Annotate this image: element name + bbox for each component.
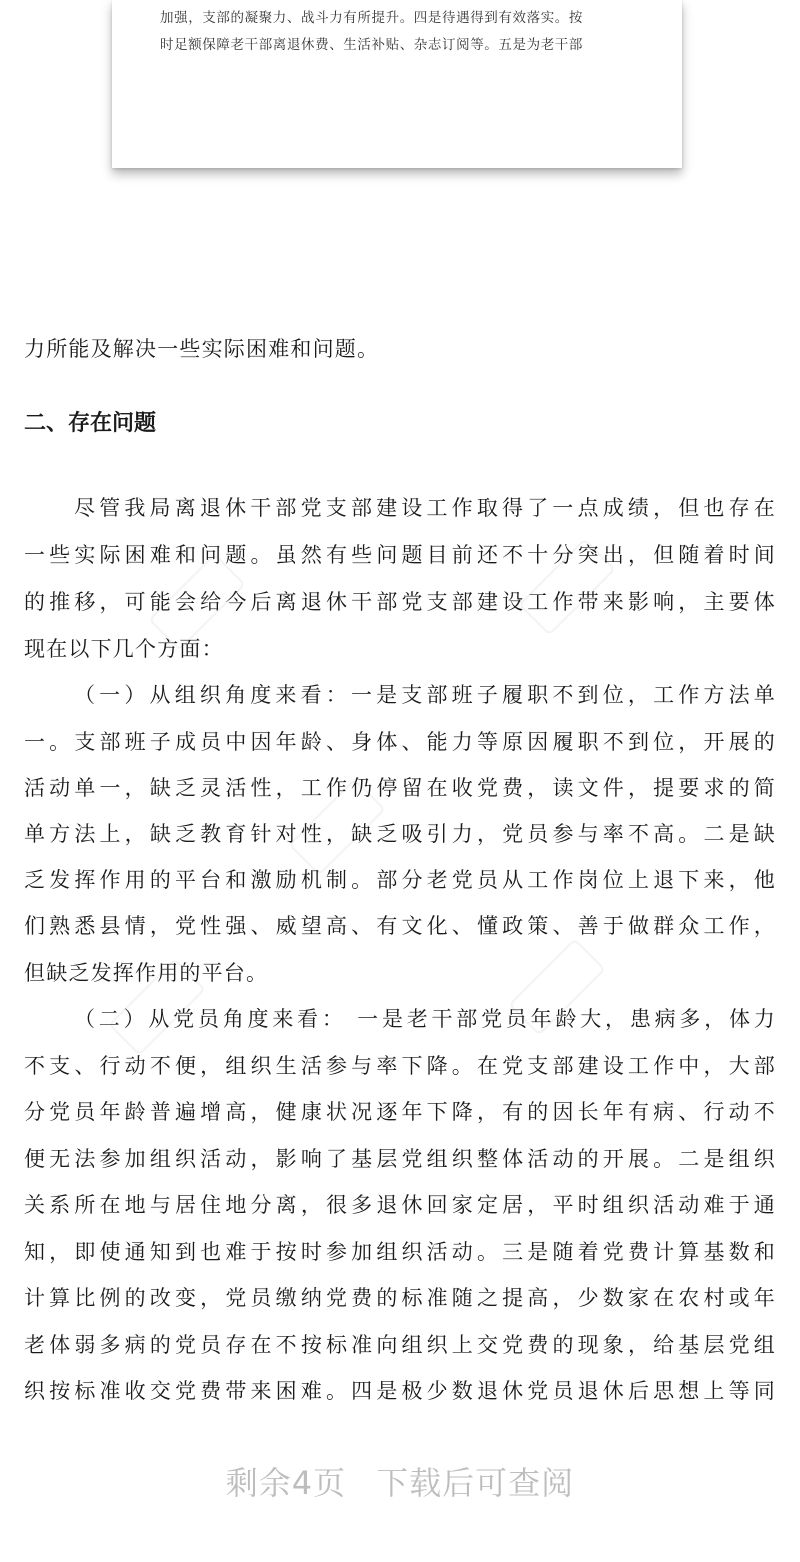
body-text-line: 不支、行动不便，组织生活参与率下降。在党支部建设工作中，大部: [24, 1054, 776, 1078]
body-text-line: 分党员年龄普遍增高，健康状况逐年下降，有的因长年有病、行动不: [24, 1100, 776, 1124]
body-text-line: 一。支部班子成员中因年龄、身体、能力等原因履职不到位，开展的: [24, 730, 776, 754]
body-text-line: （二）从党员角度来看： 一是老干部党员年龄大，患病多，体力: [74, 1007, 776, 1031]
body-text-line: 但缺乏发挥作用的平台。: [24, 961, 269, 985]
body-text-line: （一）从组织角度来看：一是支部班子履职不到位，工作方法单: [74, 683, 776, 707]
section-heading: 二、存在问题: [24, 411, 157, 436]
body-text-line: 织按标准收交党费带来困难。四是极少数退休党员退休后思想上等同: [24, 1379, 776, 1403]
download-prompt[interactable]: [0, 1458, 800, 1504]
body-text-line: 一些实际困难和问题。虽然有些问题目前还不十分突出，但随着时间: [24, 543, 776, 567]
body-text-line: 们熟悉县情，党性强、威望高、有文化、懂政策、善于做群众工作，: [24, 914, 776, 938]
body-text-line: 的推移，可能会给今后离退休干部党支部建设工作带来影响，主要体: [24, 590, 776, 614]
body-text-line: 知，即使通知到也难于按时参加组织活动。三是随着党费计算基数和: [24, 1240, 776, 1264]
document-preview-card: [112, 0, 682, 168]
body-text-line: 现在以下几个方面：: [24, 637, 224, 661]
body-text-line: 计算比例的改变，党员缴纳党费的标准随之提高，少数家在农村或年: [24, 1286, 776, 1310]
body-text-line: 乏发挥作用的平台和激励机制。部分老党员从工作岗位上退下来，他: [24, 868, 776, 892]
body-text-line: 老体弱多病的党员存在不按标准向组织上交党费的现象，给基层党组: [24, 1333, 776, 1357]
body-text-line: 力所能及解决一些实际困难和问题。: [24, 337, 380, 361]
body-text-line: 尽管我局离退休干部党支部建设工作取得了一点成绩，但也存在: [74, 496, 776, 520]
body-text-line: 关系所在地与居住地分离，很多退休回家定居，平时组织活动难于通: [24, 1193, 776, 1217]
preview-text-line: 时足额保障老干部离退休费、生活补贴、杂志订阅等。五是为老干部: [160, 37, 583, 53]
body-text-line: 活动单一，缺乏灵活性，工作仍停留在收党费，读文件，提要求的简: [24, 776, 776, 800]
body-text-line: 单方法上，缺乏教育针对性，缺乏吸引力，党员参与率不高。二是缺: [24, 822, 776, 846]
remaining-pages-label: 剩余4页: [225, 1464, 347, 1502]
preview-text-line: 加强，支部的凝聚力、战斗力有所提升。四是待遇得到有效落实。按: [160, 10, 583, 26]
body-text-line: 便无法参加组织活动，影响了基层党组织整体活动的开展。二是组织: [24, 1147, 776, 1171]
download-to-view-label: 下载后可查阅: [376, 1464, 575, 1502]
